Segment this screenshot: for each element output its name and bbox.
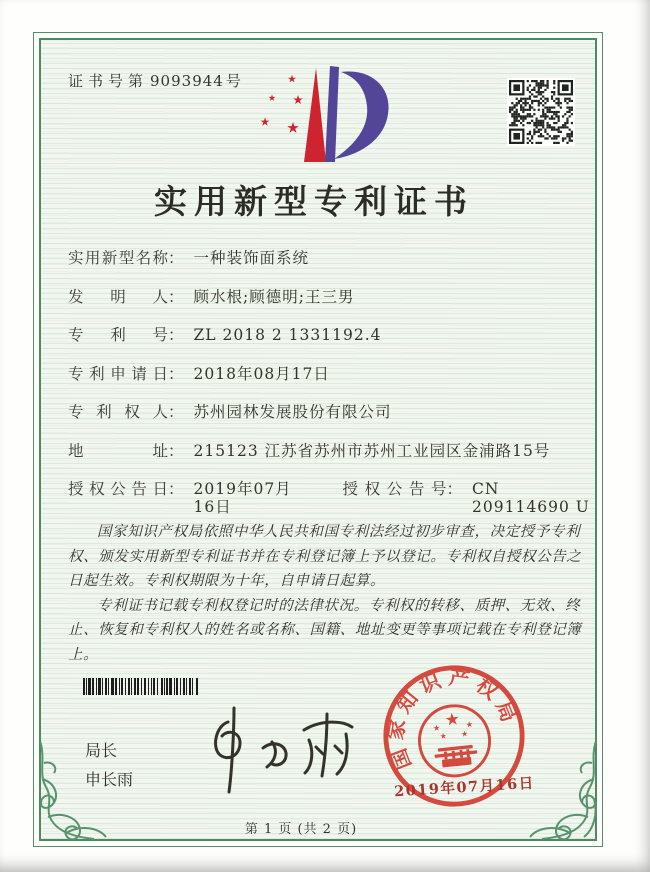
field-row-grant: 授权公告日 ： 2019年07月16日 授权公告号 ： CN 209114690 U bbox=[68, 480, 595, 516]
certificate-number-value: 9093944 bbox=[150, 72, 224, 90]
seal-date: 2019年07月16日 bbox=[393, 774, 536, 801]
field-label: 授权公告号 bbox=[342, 480, 447, 498]
field-value-patentee: 苏州园林发展股份有限公司 bbox=[193, 403, 392, 421]
certificate-number-suffix: 号 bbox=[225, 72, 246, 90]
signature-icon bbox=[188, 700, 373, 800]
certificate-number-prefix: 证书号第 bbox=[68, 72, 149, 90]
field-row-address: 地址 ： 215123 江苏省苏州市苏州工业园区金浦路15号 bbox=[68, 441, 551, 460]
field-label: 专利申请日 bbox=[68, 364, 168, 383]
field-value-grant-date: 2019年07月16日 bbox=[193, 480, 292, 516]
field-value-grant-number: CN 209114690 U bbox=[472, 480, 590, 516]
body-paragraph-1: 国家知识产权局依照中华人民共和国专利法经过初步审查，决定授予专利权、颁发实用新型专利证书并在专利登记簿上予以登记。专利权自授权公告之日起生效。专利权期限为十年，自申请日起算。 bbox=[68, 524, 582, 589]
field-value-invention-name: 一种装饰面系统 bbox=[193, 249, 310, 267]
body-paragraph-2: 专利证书记载专利权登记时的法律状况。专利权的转移、质押、无效、终止、恢复和专利权人的姓名或名称、国籍、地址变更等事项记载在专利登记簿上。 bbox=[68, 597, 582, 663]
seal-ring-text: 国家知识产权局 bbox=[383, 664, 524, 773]
corner-flourish-icon bbox=[505, 739, 600, 844]
field-row-name: 实用新型名称 ： 一种装饰面系统 bbox=[68, 249, 310, 267]
field-row-inventors: 发明人 ： 顾水根;顾德明;王三男 bbox=[68, 287, 355, 306]
national-emblem-icon bbox=[416, 702, 493, 779]
field-value-filing-date: 2018年08月17日 bbox=[193, 364, 330, 383]
field-value-address: 215123 江苏省苏州市苏州工业园区金浦路15号 bbox=[193, 441, 551, 460]
certificate-fields bbox=[68, 249, 595, 516]
signer-name: 申长雨 bbox=[85, 770, 134, 789]
certificate-title: 实用新型专利证书 bbox=[154, 182, 474, 221]
corner-flourish-icon bbox=[36, 739, 134, 844]
field-value-patent-number: ZL 2018 2 1331192.4 bbox=[193, 326, 382, 344]
field-label: 发明人 bbox=[68, 287, 168, 306]
certificate-body-text bbox=[68, 520, 592, 667]
field-row-patentee: 专利权人 ： 苏州园林发展股份有限公司 bbox=[68, 403, 392, 421]
field-label: 专利权人 bbox=[68, 403, 168, 421]
field-label: 专利号 bbox=[68, 326, 168, 344]
field-label: 地址 bbox=[68, 441, 168, 460]
page-number: 第 1 页 (共 2 页) bbox=[244, 822, 358, 837]
qr-code bbox=[507, 78, 575, 146]
field-label: 授权公告日 bbox=[68, 480, 168, 498]
field-row-filing-date: 专利申请日 ： 2018年08月17日 bbox=[68, 364, 330, 383]
field-value-inventors: 顾水根;顾德明;王三男 bbox=[193, 287, 355, 306]
cnipa-logo-icon bbox=[252, 62, 397, 177]
barcode bbox=[83, 678, 199, 695]
certificate-number bbox=[68, 70, 246, 91]
field-label: 实用新型名称 bbox=[68, 249, 168, 267]
signer-title: 局长 bbox=[85, 741, 118, 760]
field-row-patent-number: 专利号 ： ZL 2018 2 1331192.4 bbox=[68, 326, 382, 344]
